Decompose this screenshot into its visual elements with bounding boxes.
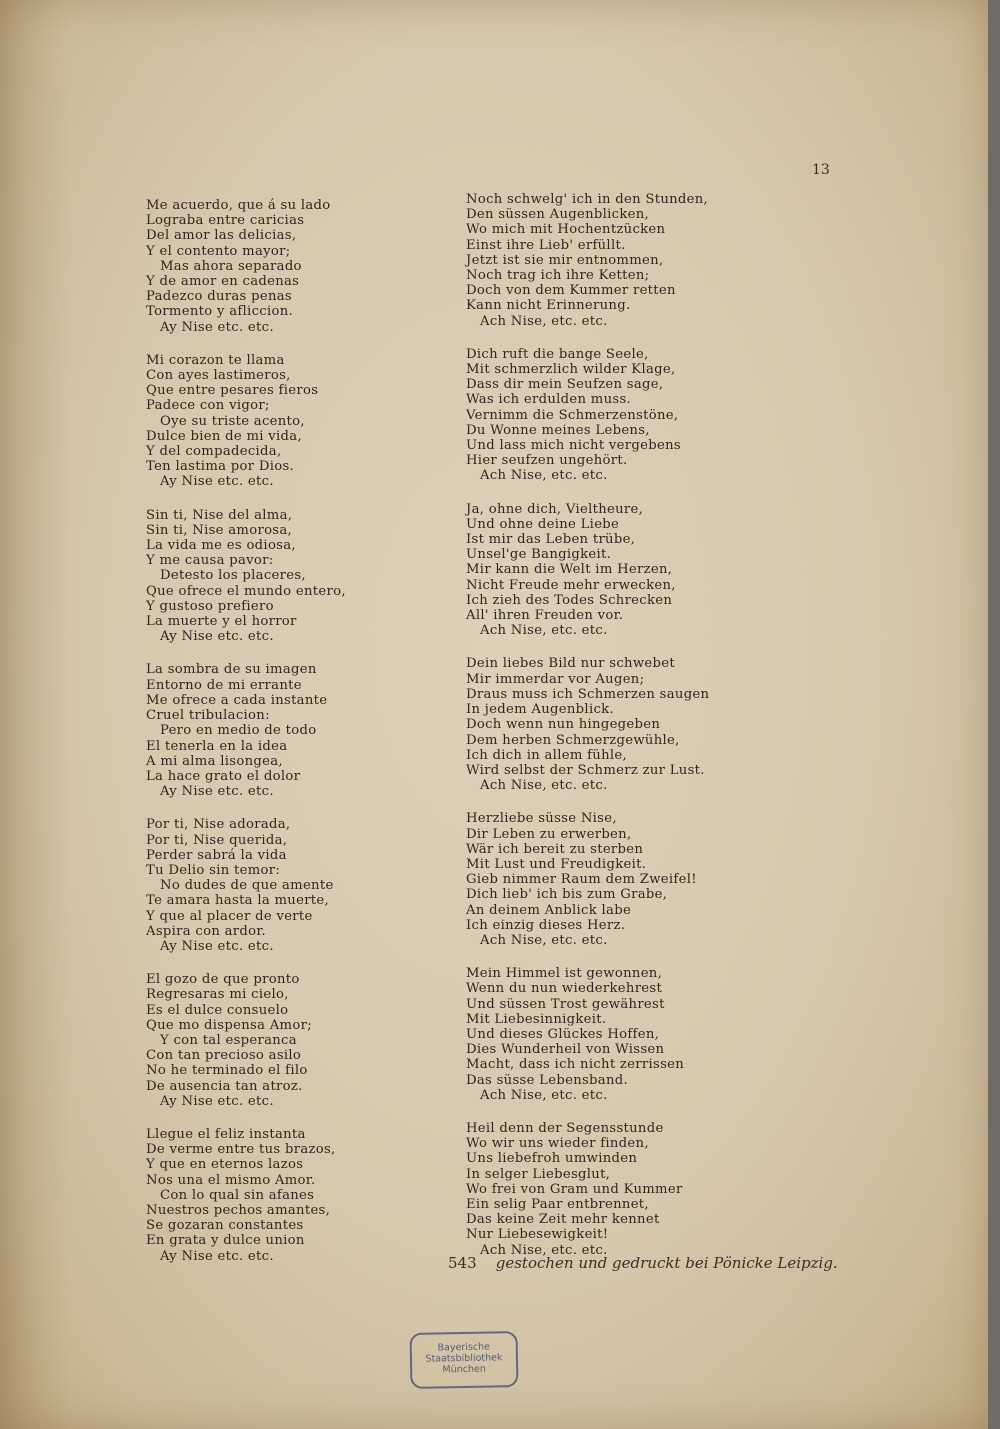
verse-line: Mir kann die Welt im Herzen, xyxy=(466,562,673,578)
verse-line: Das keine Zeit mehr kennet xyxy=(466,1212,660,1228)
verse-line: Ach Nise, etc. etc. xyxy=(480,932,608,948)
verse-line: Ist mir das Leben trübe, xyxy=(466,532,636,548)
verse-line: De verme entre tus brazos, xyxy=(146,1142,336,1158)
verse-line: An deinem Anblick labe xyxy=(466,902,632,918)
verse-line: Dich ruft die bange Seele, xyxy=(466,346,649,362)
verse-line: El gozo de que pronto xyxy=(146,972,300,988)
verse-line: Perder sabrá la vida xyxy=(146,847,287,863)
verse-line: All' ihren Freuden vor. xyxy=(466,608,624,624)
verse-line: In jedem Augenblick. xyxy=(466,702,614,718)
stanza xyxy=(146,508,406,645)
verse-line: Que entre pesares fieros xyxy=(146,383,319,399)
verse-line: Und lass mich nicht vergebens xyxy=(466,438,681,454)
verse-line: Unsel'ge Bangigkeit. xyxy=(466,547,612,563)
verse-line: Mas ahora separado xyxy=(160,258,302,274)
verse-line: Mit Liebesinnigkeit. xyxy=(466,1011,607,1027)
verse-line: Ach Nise, etc. etc. xyxy=(480,623,608,639)
verse-line: Pero en medio de todo xyxy=(160,723,317,739)
verse-line: Einst ihre Lieb' erfüllt. xyxy=(466,237,626,253)
stanza xyxy=(466,656,796,793)
plate-number: 543 xyxy=(448,1254,477,1272)
verse-line: Wo frei von Gram und Kummer xyxy=(466,1181,683,1197)
verse-line: Noch trag ich ihre Ketten; xyxy=(466,268,650,284)
verse-line: Wo mich mit Hochentzücken xyxy=(466,222,666,238)
verse-line: Y con tal esperanca xyxy=(160,1032,297,1048)
verse-line: Dem herben Schmerzgewühle, xyxy=(466,732,680,748)
verse-line: Entorno de mi errante xyxy=(146,677,302,693)
verse-line: Mi corazon te llama xyxy=(146,352,285,368)
verse-line: Herzliebe süsse Nise, xyxy=(466,811,617,827)
stanza xyxy=(466,966,796,1103)
verse-line: Uns liebefroh umwinden xyxy=(466,1151,638,1167)
stanza xyxy=(466,811,796,948)
verse-line: Con tan precioso asilo xyxy=(146,1048,302,1064)
verse-line: Noch schwelg' ich in den Stunden, xyxy=(466,192,709,207)
verse-line: Dass dir mein Seufzen sage, xyxy=(466,377,664,393)
verse-line: Y me causa pavor: xyxy=(146,553,274,569)
stamp-line: München xyxy=(442,1363,486,1376)
verse-line: Und ohne deine Liebe xyxy=(466,516,620,532)
stanza xyxy=(146,662,406,799)
verse-line: Y el contento mayor; xyxy=(146,243,291,259)
verse-line: Nos una el mismo Amor. xyxy=(146,1172,316,1188)
verse-line: Mit schmerzlich wilder Klage, xyxy=(466,362,676,378)
verse-line: Y que en eternos lazos xyxy=(146,1157,304,1173)
verse-line: Aspira con ardor. xyxy=(146,923,267,939)
verse-line: La vida me es odiosa, xyxy=(146,538,296,554)
verse-line: Gieb nimmer Raum dem Zweifel! xyxy=(466,872,697,888)
verse-line: Me acuerdo, que á su lado xyxy=(146,198,331,213)
stanza xyxy=(146,353,406,490)
verse-line: La sombra de su imagen xyxy=(146,662,317,678)
verse-line: Ten lastima por Dios. xyxy=(146,459,295,475)
verse-line: Detesto los placeres, xyxy=(160,568,306,584)
verse-line: Que mo dispensa Amor; xyxy=(146,1017,312,1033)
verse-line: Con ayes lastimeros, xyxy=(146,368,291,384)
verse-line: Tu Delio sin temor: xyxy=(146,862,281,878)
verse-line: Por ti, Nise querida, xyxy=(146,832,288,848)
verse-line: Y que al placer de verte xyxy=(146,908,313,924)
verse-line: Nur Liebesewigkeit! xyxy=(466,1227,609,1243)
verse-line: Du Wonne meines Lebens, xyxy=(466,422,650,438)
verse-line: Ich zieh des Todes Schrecken xyxy=(466,592,673,608)
verse-line: Por ti, Nise adorada, xyxy=(146,817,291,833)
verse-line: Hier seufzen ungehört. xyxy=(466,453,628,469)
verse-line: Wird selbst der Schmerz zur Lust. xyxy=(466,762,705,778)
verse-line: Dich lieb' ich bis zum Grabe, xyxy=(466,887,668,903)
stanza xyxy=(466,1121,796,1258)
verse-line: Ach Nise, etc. etc. xyxy=(480,313,608,329)
stanza xyxy=(146,198,406,335)
verse-line: Lograba entre caricias xyxy=(146,213,305,229)
verse-line: Oye su triste acento, xyxy=(160,413,305,429)
verse-line: Wenn du nun wiederkehrest xyxy=(466,981,663,997)
verse-line: Den süssen Augenblicken, xyxy=(466,207,650,223)
verse-line: No he terminado el filo xyxy=(146,1063,308,1079)
verse-line: Regresaras mi cielo, xyxy=(146,987,289,1003)
verse-line: Und dieses Glückes Hoffen, xyxy=(466,1026,660,1042)
verse-line: En grata y dulce union xyxy=(146,1233,305,1249)
verse-line: Ich dich in allem fühle, xyxy=(466,747,627,763)
verse-line: In selger Liebesglut, xyxy=(466,1166,611,1182)
verse-line: Ay Nise etc. etc. xyxy=(160,474,274,490)
verse-line: Draus muss ich Schmerzen saugen xyxy=(466,686,710,702)
verse-line: Nuestros pechos amantes, xyxy=(146,1202,331,1218)
verse-line: Ay Nise etc. etc. xyxy=(160,1093,274,1109)
verse-line: Te amara hasta la muerte, xyxy=(146,893,330,909)
stamp-line: Staatsbibliothek xyxy=(425,1352,503,1365)
verse-line: Sin ti, Nise amorosa, xyxy=(146,522,293,538)
verse-line: Mit Lust und Freudigkeit. xyxy=(466,856,647,872)
verse-line: Doch von dem Kummer retten xyxy=(466,283,676,299)
verse-line: Heil denn der Segensstunde xyxy=(466,1120,664,1136)
verse-line: Mir immerdar vor Augen; xyxy=(466,671,645,687)
verse-line: Que ofrece el mundo entero, xyxy=(146,583,346,599)
verse-line: Das süsse Lebensband. xyxy=(466,1072,628,1088)
page-number: 13 xyxy=(812,162,830,178)
verse-line: Nicht Freude mehr erwecken, xyxy=(466,577,676,593)
stanza xyxy=(466,347,796,484)
verse-line: Was ich erdulden muss. xyxy=(466,392,632,408)
verse-line: Y gustoso prefiero xyxy=(146,598,274,614)
stanza xyxy=(146,1127,406,1264)
stanza xyxy=(466,192,796,329)
verse-line: Y del compadecida, xyxy=(146,444,282,460)
verse-line: Padece con vigor; xyxy=(146,398,270,414)
verse-line: Tormento y afliccion. xyxy=(146,304,293,320)
verse-line: Ach Nise, etc. etc. xyxy=(480,1242,608,1258)
verse-line: Ich einzig dieses Herz. xyxy=(466,917,626,933)
verse-line: La hace grato el dolor xyxy=(146,768,301,784)
verse-line: Dulce bien de mi vida, xyxy=(146,428,302,444)
verse-line: Doch wenn nun hingegeben xyxy=(466,717,661,733)
verse-line: Sin ti, Nise del alma, xyxy=(146,507,293,523)
verse-line: De ausencia tan atroz. xyxy=(146,1078,303,1094)
verse-line: Ay Nise etc. etc. xyxy=(160,1248,274,1264)
verse-line: Ay Nise etc. etc. xyxy=(160,319,274,335)
verse-line: Padezco duras penas xyxy=(146,289,292,305)
verse-line: La muerte y el horror xyxy=(146,614,297,630)
stanza xyxy=(466,502,796,639)
stanza xyxy=(146,972,406,1109)
stamp-line: Bayerische xyxy=(437,1341,491,1354)
verse-line: Wär ich bereit zu sterben xyxy=(466,841,644,857)
verse-line: Kann nicht Erinnerung. xyxy=(466,298,631,314)
spanish-lyrics-column xyxy=(146,198,406,1282)
verse-line: Ay Nise etc. etc. xyxy=(160,784,274,800)
verse-line: No dudes de que amente xyxy=(160,878,334,894)
publisher-imprint: gestochen und gedruckt bei Pönicke Leipzig. xyxy=(495,1254,838,1272)
verse-line: Dies Wunderheil von Wissen xyxy=(466,1042,665,1058)
verse-line: Ay Nise etc. etc. xyxy=(160,938,274,954)
verse-line: Mein Himmel ist gewonnen, xyxy=(466,966,663,982)
imprint-footer xyxy=(448,1253,868,1272)
verse-line: Ja, ohne dich, Vieltheure, xyxy=(466,501,644,517)
verse-line: Llegue el feliz instanta xyxy=(146,1126,306,1142)
verse-line: Es el dulce consuelo xyxy=(146,1002,289,1018)
verse-line: Cruel tribulacion: xyxy=(146,708,270,724)
stanza xyxy=(146,817,406,954)
verse-line: Y de amor en cadenas xyxy=(146,274,300,290)
verse-line: Se gozaran constantes xyxy=(146,1218,304,1234)
verse-line: Dir Leben zu erwerben, xyxy=(466,826,632,842)
verse-line: El tenerla en la idea xyxy=(146,738,288,754)
verse-line: Ach Nise, etc. etc. xyxy=(480,1087,608,1103)
verse-line: Ach Nise, etc. etc. xyxy=(480,468,608,484)
verse-line: Del amor las delicias, xyxy=(146,228,297,244)
verse-line: Me ofrece a cada instante xyxy=(146,692,328,708)
verse-line: Vernimm die Schmerzenstöne, xyxy=(466,407,679,423)
library-stamp xyxy=(410,1331,519,1389)
german-lyrics-column xyxy=(466,192,796,1276)
verse-line: Dein liebes Bild nur schwebet xyxy=(466,656,675,672)
verse-line: Ach Nise, etc. etc. xyxy=(480,778,608,794)
verse-line: Ein selig Paar entbrennet, xyxy=(466,1196,649,1212)
verse-line: Wo wir uns wieder finden, xyxy=(466,1136,649,1152)
verse-line: Ay Nise etc. etc. xyxy=(160,629,274,645)
verse-line: A mi alma lisongea, xyxy=(146,753,283,769)
verse-line: Jetzt ist sie mir entnommen, xyxy=(466,252,664,268)
verse-line: Und süssen Trost gewährest xyxy=(466,996,665,1012)
verse-line: Con lo qual sin afanes xyxy=(160,1187,315,1203)
verse-line: Macht, dass ich nicht zerrissen xyxy=(466,1057,685,1073)
